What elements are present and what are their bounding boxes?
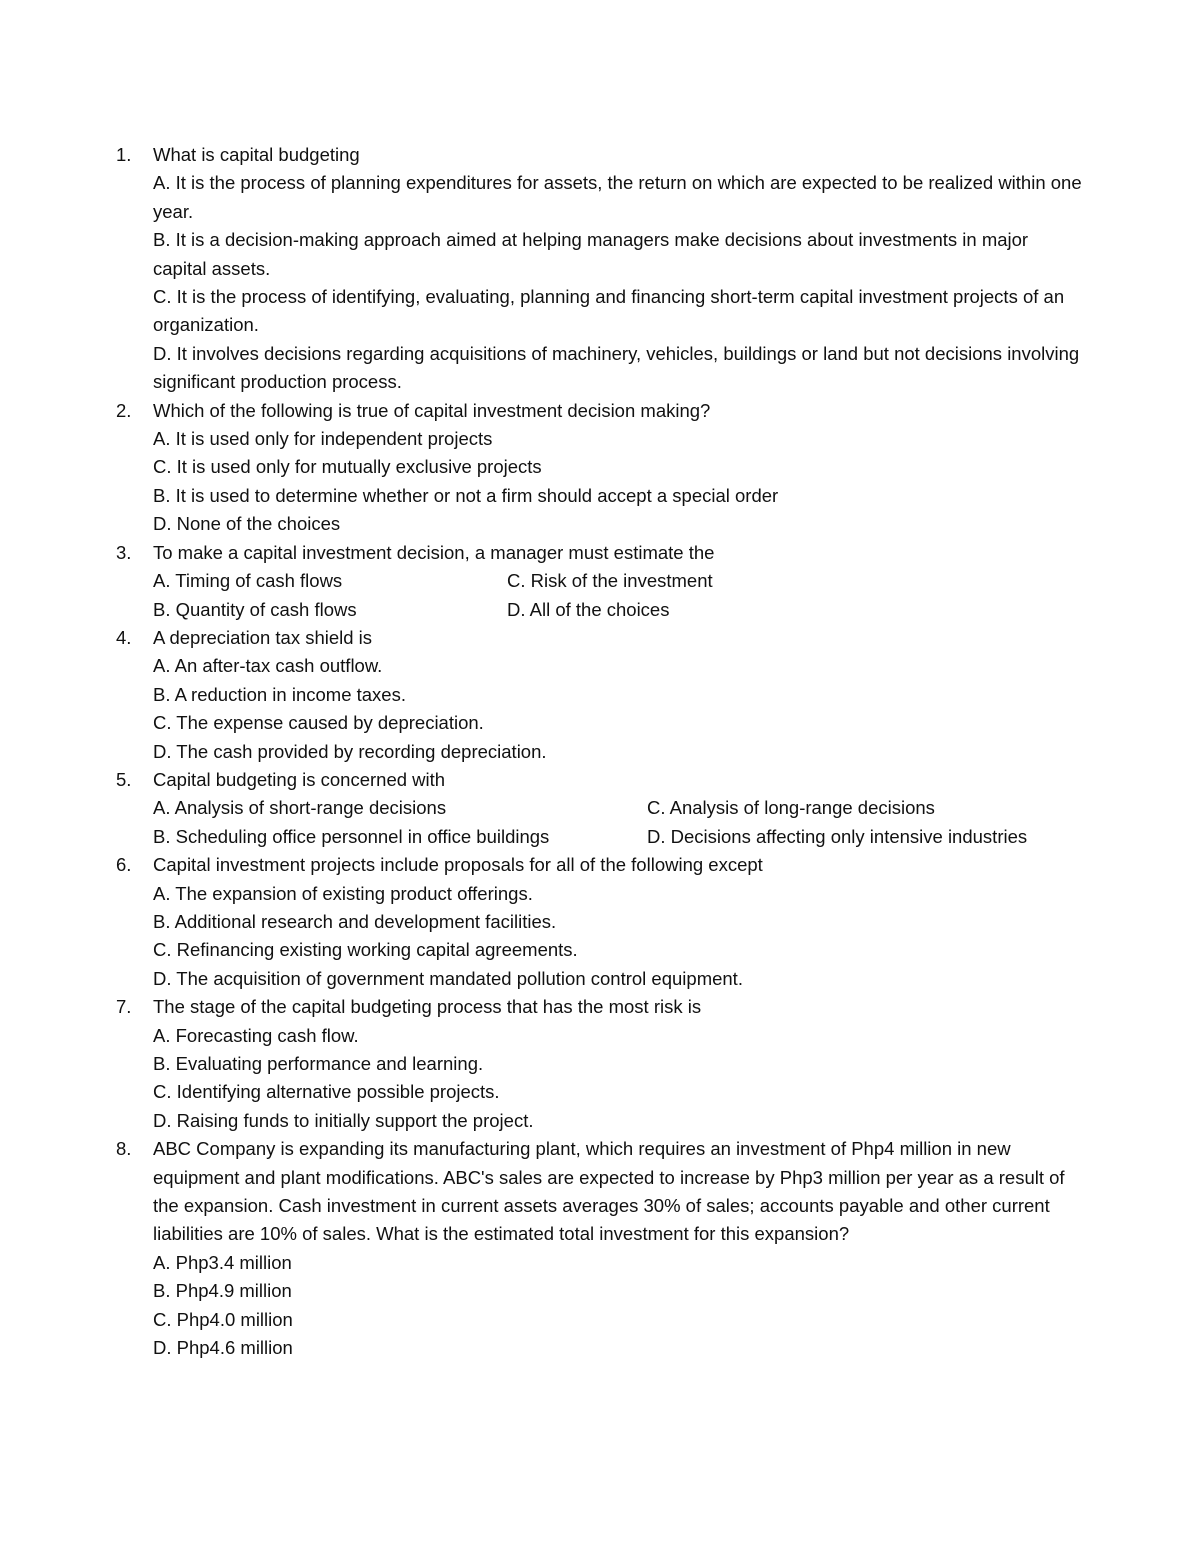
question-body xyxy=(153,624,1086,766)
choice-a: A. An after-tax cash outflow. xyxy=(153,655,383,677)
question-number: 3. xyxy=(116,541,132,563)
question-stem: Capital budgeting is concerned with xyxy=(153,768,446,790)
question-stem: Which of the following is true of capital investment decision making? xyxy=(153,399,711,421)
choice-c: C. Refinancing existing working capital agreements. xyxy=(153,939,578,961)
choice-d: D. None of the choices xyxy=(153,513,341,535)
choice-c: C. Risk of the investment xyxy=(507,570,713,592)
question-body xyxy=(153,141,1086,397)
choice-c: C. It is the process of identifying, evaluating, planning and financing short-term capital investment projects of an organization. xyxy=(153,286,1065,336)
choice-grid xyxy=(153,794,1086,851)
question-list xyxy=(116,141,1086,1362)
choice-b: B. Additional research and development facilities. xyxy=(153,910,557,932)
question-6 xyxy=(116,851,1086,993)
choice-a: A. It is used only for independent projects xyxy=(153,428,493,450)
question-stem: ABC Company is expanding its manufacturing plant, which requires an investment of Php4 million in new equipment and plant modifications. ABC's sales are expected to increase by Php3 million per year as a result of the expansion. Cash investment in current assets averages 30% of sales; accounts payable and other current liabilities are 10% of sales. What is the estimated total investment for this expansion? xyxy=(153,1138,1065,1245)
choice-a: A. Forecasting cash flow. xyxy=(153,1024,359,1046)
question-number: 8. xyxy=(116,1138,132,1160)
choice-d: D. Raising funds to initially support the project. xyxy=(153,1109,534,1131)
choice-d: D. All of the choices xyxy=(507,598,670,620)
question-number: 4. xyxy=(116,626,132,648)
question-3 xyxy=(116,539,1086,624)
choice-d: D. Php4.6 million xyxy=(153,1337,293,1359)
choice-a: A. Timing of cash flows xyxy=(153,570,343,592)
question-stem: The stage of the capital budgeting process that has the most risk is xyxy=(153,996,702,1018)
question-body xyxy=(153,766,1086,851)
question-stem: Capital investment projects include proposals for all of the following except xyxy=(153,854,763,876)
choice-c: C. Php4.0 million xyxy=(153,1308,293,1330)
question-number: 1. xyxy=(116,144,132,165)
choice-b: B. Quantity of cash flows xyxy=(153,598,357,620)
question-number: 7. xyxy=(116,996,132,1018)
question-stem: What is capital budgeting xyxy=(153,144,360,165)
choice-c: C. It is used only for mutually exclusive projects xyxy=(153,456,542,478)
choice-d: D. The cash provided by recording depreciation. xyxy=(153,740,547,762)
question-4 xyxy=(116,624,1086,766)
question-body xyxy=(153,539,1086,624)
question-number: 2. xyxy=(116,399,132,421)
question-8 xyxy=(116,1135,1086,1362)
question-stem: A depreciation tax shield is xyxy=(153,626,373,648)
question-5 xyxy=(116,766,1086,851)
choice-b: B. It is a decision-making approach aimed at helping managers make decisions about investments in major capital assets. xyxy=(153,229,1029,279)
choice-grid xyxy=(153,567,1086,624)
question-number: 5. xyxy=(116,768,132,790)
question-body xyxy=(153,397,1086,539)
choice-d: D. The acquisition of government mandated pollution control equipment. xyxy=(153,967,743,989)
choice-b: B. Evaluating performance and learning. xyxy=(153,1053,484,1074)
choice-a: A. The expansion of existing product offerings. xyxy=(153,882,533,904)
choice-b: B. A reduction in income taxes. xyxy=(153,683,406,705)
choice-c: C. Identifying alternative possible projects. xyxy=(153,1081,500,1103)
question-body xyxy=(153,993,1086,1135)
choice-a: A. It is the process of planning expenditures for assets, the return on which are expected to be realized within one year. xyxy=(153,172,1082,222)
choice-c: C. The expense caused by depreciation. xyxy=(153,712,484,734)
choice-a: A. Analysis of short-range decisions xyxy=(153,797,447,819)
choice-b: B. It is used to determine whether or not a firm should accept a special order xyxy=(153,484,779,506)
choice-d: D. Decisions affecting only intensive industries xyxy=(647,825,1028,847)
question-2 xyxy=(116,397,1086,539)
choice-d: D. It involves decisions regarding acquisitions of machinery, vehicles, buildings or land but not decisions involving significant production process. xyxy=(153,342,1080,393)
question-7 xyxy=(116,993,1086,1135)
choice-b: B. Php4.9 million xyxy=(153,1280,292,1302)
question-1 xyxy=(116,141,1086,397)
question-body xyxy=(153,851,1086,993)
question-stem: To make a capital investment decision, a manager must estimate the xyxy=(153,541,715,563)
question-number: 6. xyxy=(116,854,132,876)
choice-b: B. Scheduling office personnel in office buildings xyxy=(153,825,550,847)
choice-c: C. Analysis of long-range decisions xyxy=(647,797,935,819)
question-body xyxy=(153,1135,1086,1362)
choice-a: A. Php3.4 million xyxy=(153,1251,292,1273)
